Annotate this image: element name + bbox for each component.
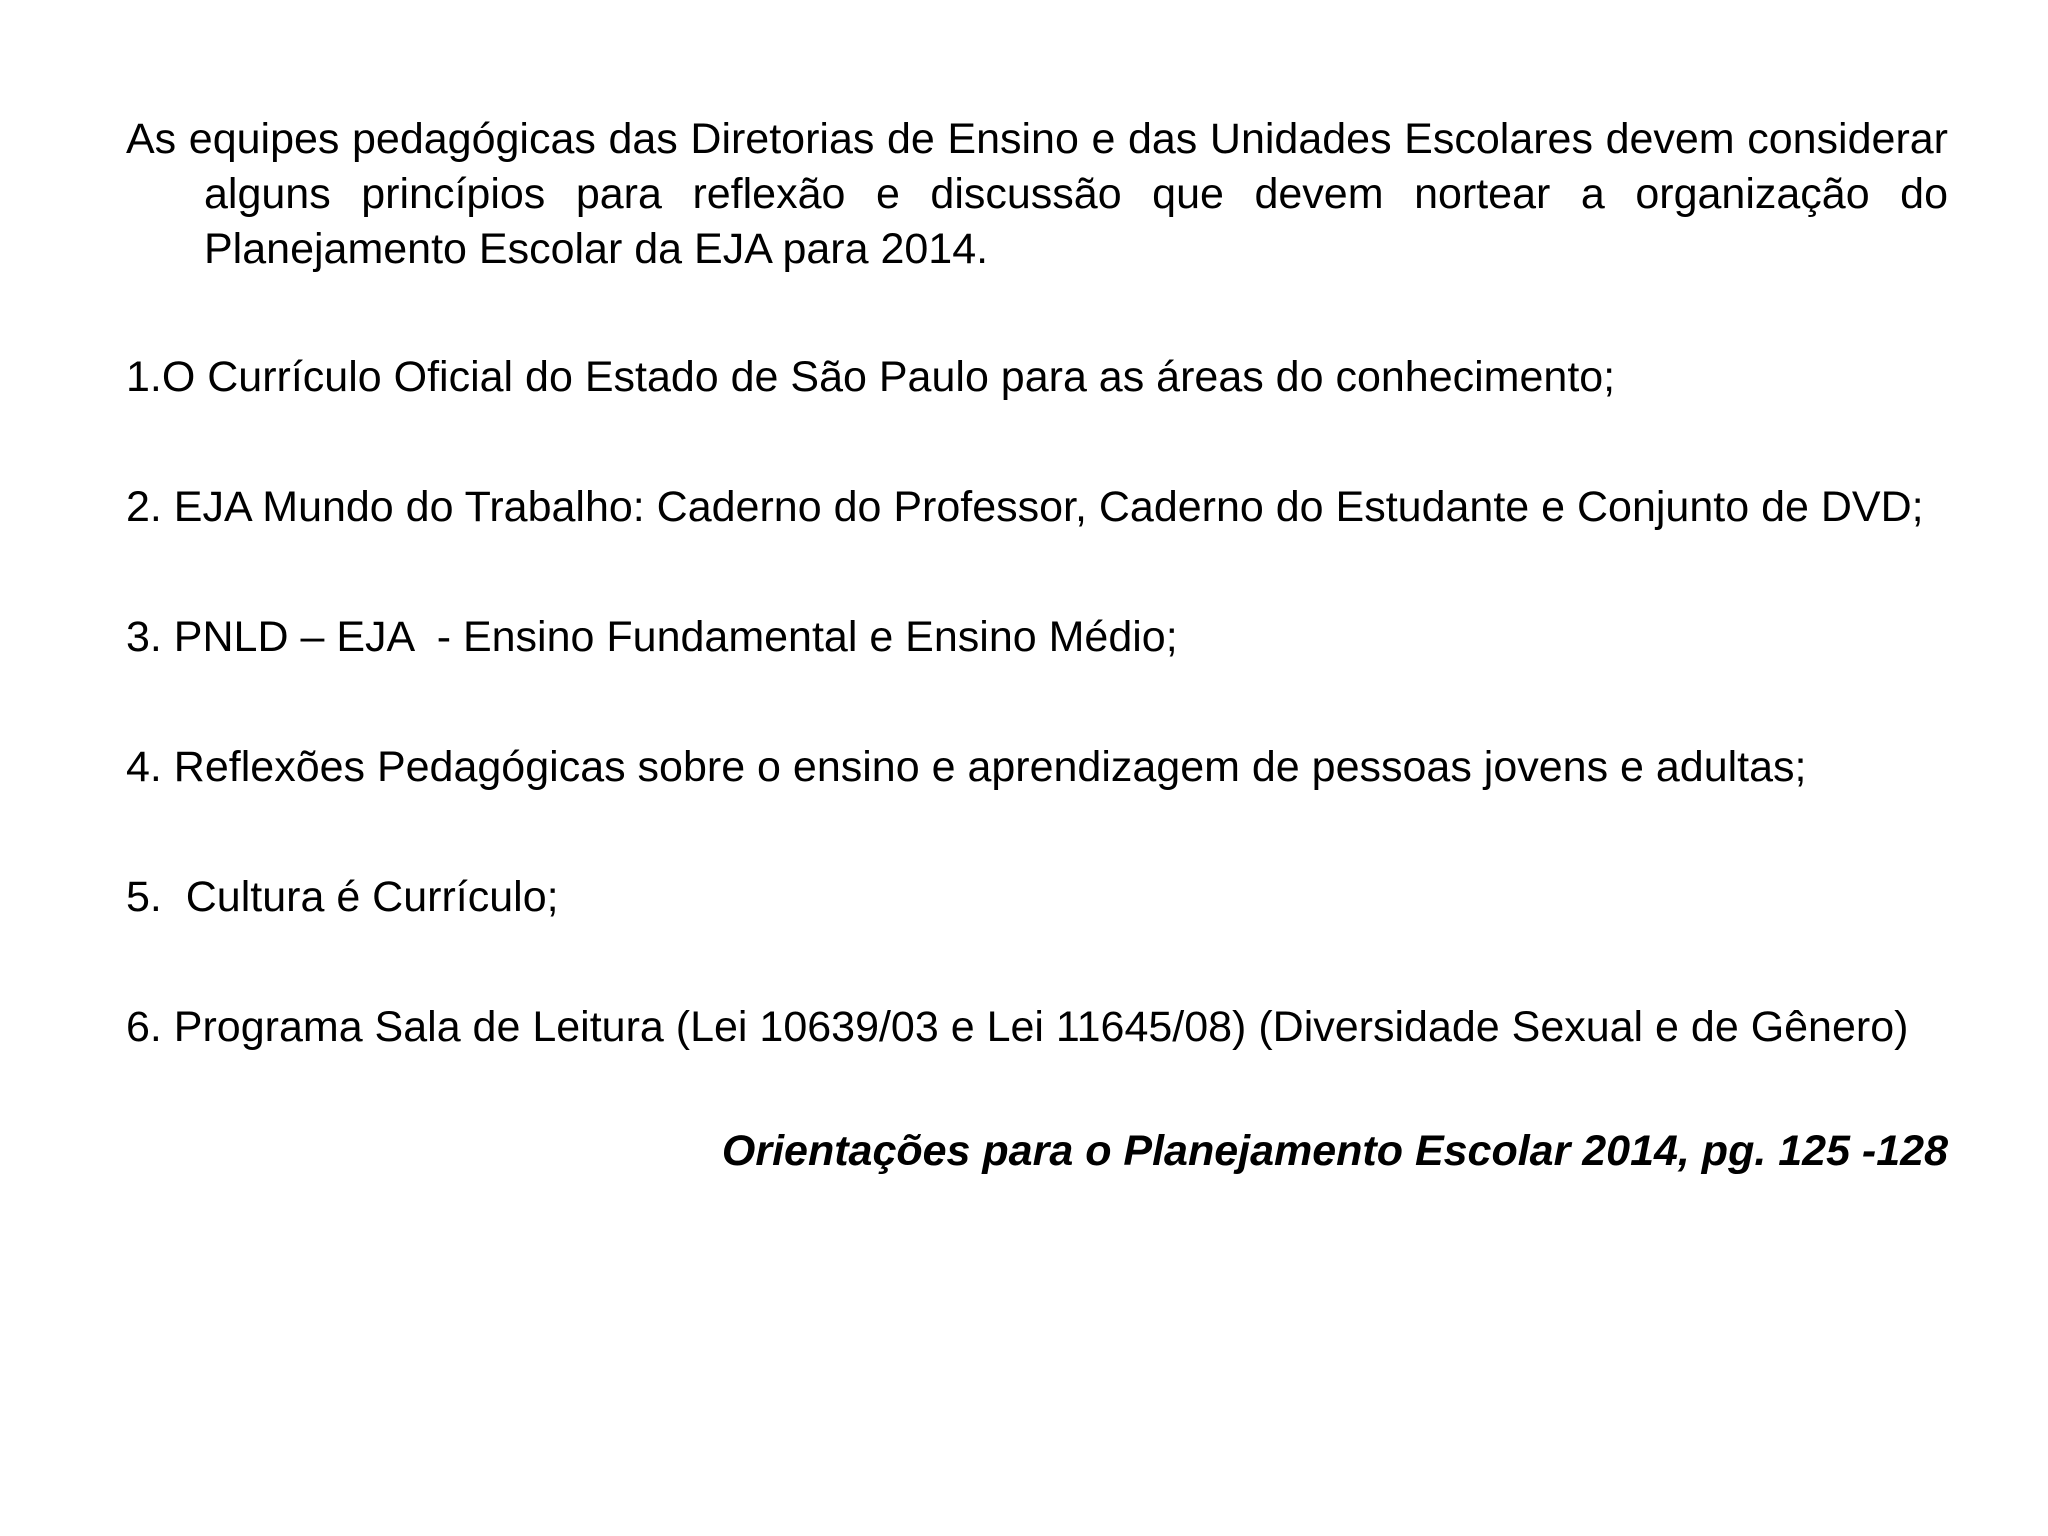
- source-reference: Orientações para o Planejamento Escolar 2014, pg. 125 -128: [721, 1127, 1948, 1175]
- principle-item-1: 1.O Currículo Oficial do Estado de São Paulo para as áreas do conhecimento;: [126, 353, 1616, 401]
- principle-item-4: 4. Reflexões Pedagógicas sobre o ensino e aprendizagem de pessoas jovens e adultas;: [126, 743, 1807, 791]
- principle-item-2: 2. EJA Mundo do Trabalho: Caderno do Professor, Caderno do Estudante e Conjunto de DVD;: [126, 483, 1924, 531]
- principle-item-5: 5. Cultura é Currículo;: [126, 873, 559, 921]
- slide-content: [126, 112, 1948, 1179]
- principle-item-6: 6. Programa Sala de Leitura (Lei 10639/03 e Lei 11645/08) (Diversidade Sexual e de Gênero): [126, 1003, 1909, 1051]
- intro-paragraph: As equipes pedagógicas das Diretorias de Ensino e das Unidades Escolares devem considerar alguns princípios para reflexão e discussão que devem nortear a organização do Planejamento Escolar da EJA para 2014.: [126, 115, 1948, 273]
- principle-item-3: 3. PNLD – EJA - Ensino Fundamental e Ensino Médio;: [126, 613, 1178, 661]
